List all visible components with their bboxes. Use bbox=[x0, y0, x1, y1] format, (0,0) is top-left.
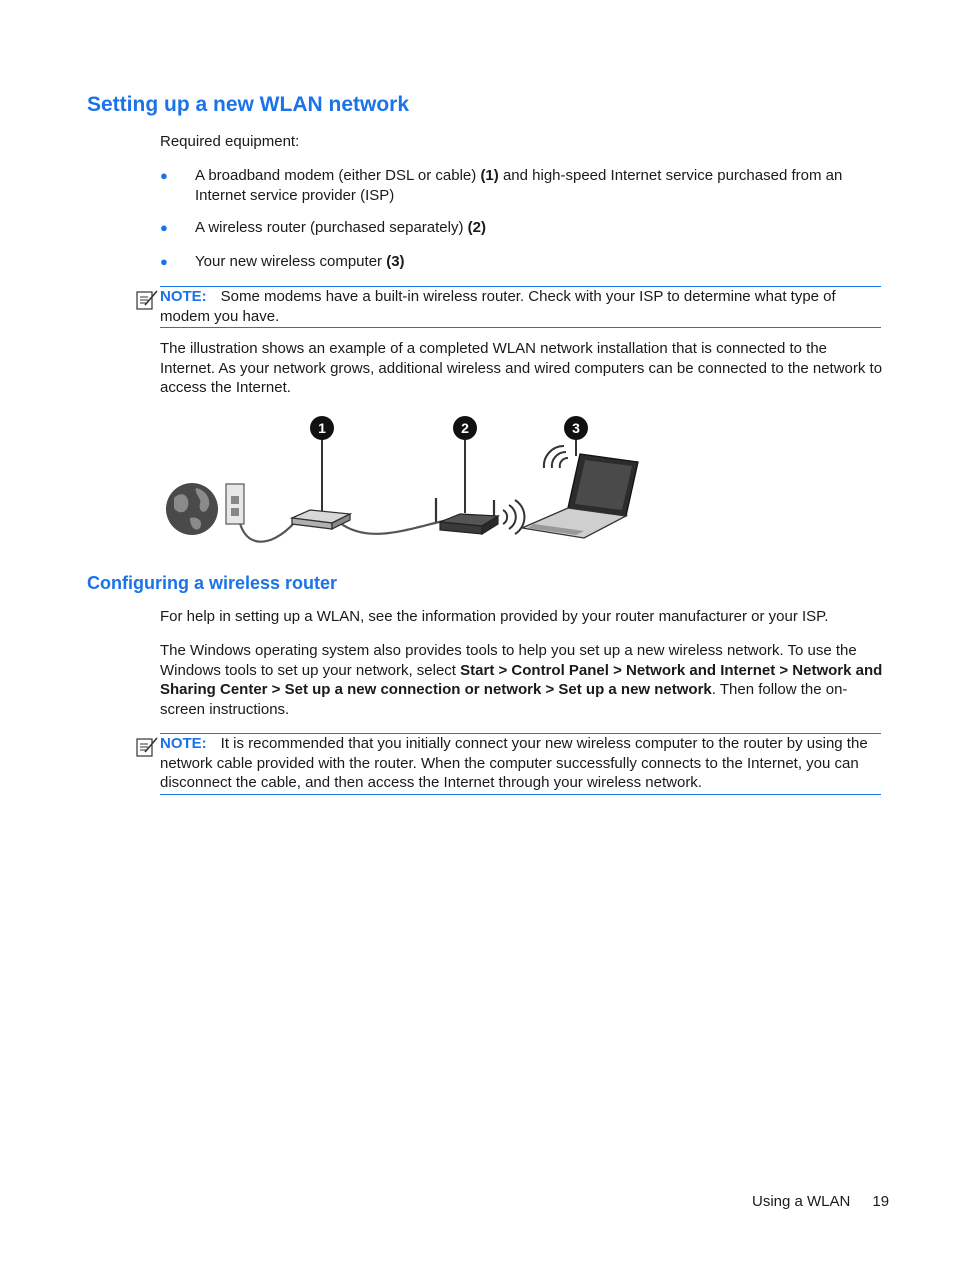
svg-text:1: 1 bbox=[318, 420, 326, 436]
svg-text:2: 2 bbox=[461, 420, 469, 436]
bullet-icon: ● bbox=[160, 168, 168, 183]
router-icon bbox=[436, 432, 498, 534]
note-label: NOTE: bbox=[160, 735, 207, 752]
note-text: Some modems have a built-in wireless router. Check with your ISP to determine what type of modem you have. bbox=[160, 288, 836, 325]
laptop-icon bbox=[522, 432, 638, 538]
globe-icon bbox=[166, 483, 218, 535]
illustration-description: The illustration shows an example of a completed WLAN network installation that is connected to the Internet. As your network grows, additional wireless and wired computers can be connected to the network to access the Internet. bbox=[160, 340, 883, 396]
network-illustration bbox=[160, 410, 650, 555]
svg-text:3: 3 bbox=[572, 420, 580, 436]
callout-2 bbox=[453, 416, 477, 440]
note-icon bbox=[135, 288, 159, 312]
menu-path: Start > Control Panel > Network and Internet > Network and Sharing Center > Set up a new connection or network > Set up a new network bbox=[160, 661, 883, 698]
note-label: NOTE: bbox=[160, 288, 207, 305]
note-icon bbox=[135, 735, 159, 759]
wall-jack-icon bbox=[226, 484, 244, 524]
section-title: Configuring a wireless router bbox=[87, 573, 338, 593]
wifi-waves-icon bbox=[503, 500, 524, 534]
note-box bbox=[160, 286, 881, 328]
footer-section: Using a WLAN bbox=[752, 1193, 851, 1210]
note-text: It is recommended that you initially connect your new wireless computer to the router by using the network cable provided with the router. When the computer successfully connects to the Internet, you can disconnect the cable, and then access the Internet through your wireless network. bbox=[160, 735, 868, 791]
callout-1 bbox=[310, 416, 334, 440]
bullet-icon: ● bbox=[160, 254, 168, 269]
wifi-waves-icon bbox=[544, 446, 568, 468]
bullet-icon: ● bbox=[160, 220, 168, 235]
modem-icon bbox=[292, 432, 350, 529]
page-footer bbox=[752, 1192, 889, 1211]
windows-tools-paragraph: The Windows operating system also provides tools to help you set up a new wireless network. To use the Windows tools to set up your network, select Start > Control Panel > Network and Internet > Network and Sharing Center > Set up a new connection or network > Set up a new network. Then follow the on-screen instructions. bbox=[160, 642, 883, 718]
required-equipment-label: Required equipment: bbox=[160, 133, 300, 150]
page-number: 19 bbox=[872, 1193, 890, 1210]
callout-3 bbox=[564, 416, 588, 440]
router-help-paragraph: For help in setting up a WLAN, see the information provided by your router manufacturer or your ISP. bbox=[160, 608, 829, 625]
note-box bbox=[160, 733, 881, 795]
page-title: Setting up a new WLAN network bbox=[87, 93, 410, 116]
